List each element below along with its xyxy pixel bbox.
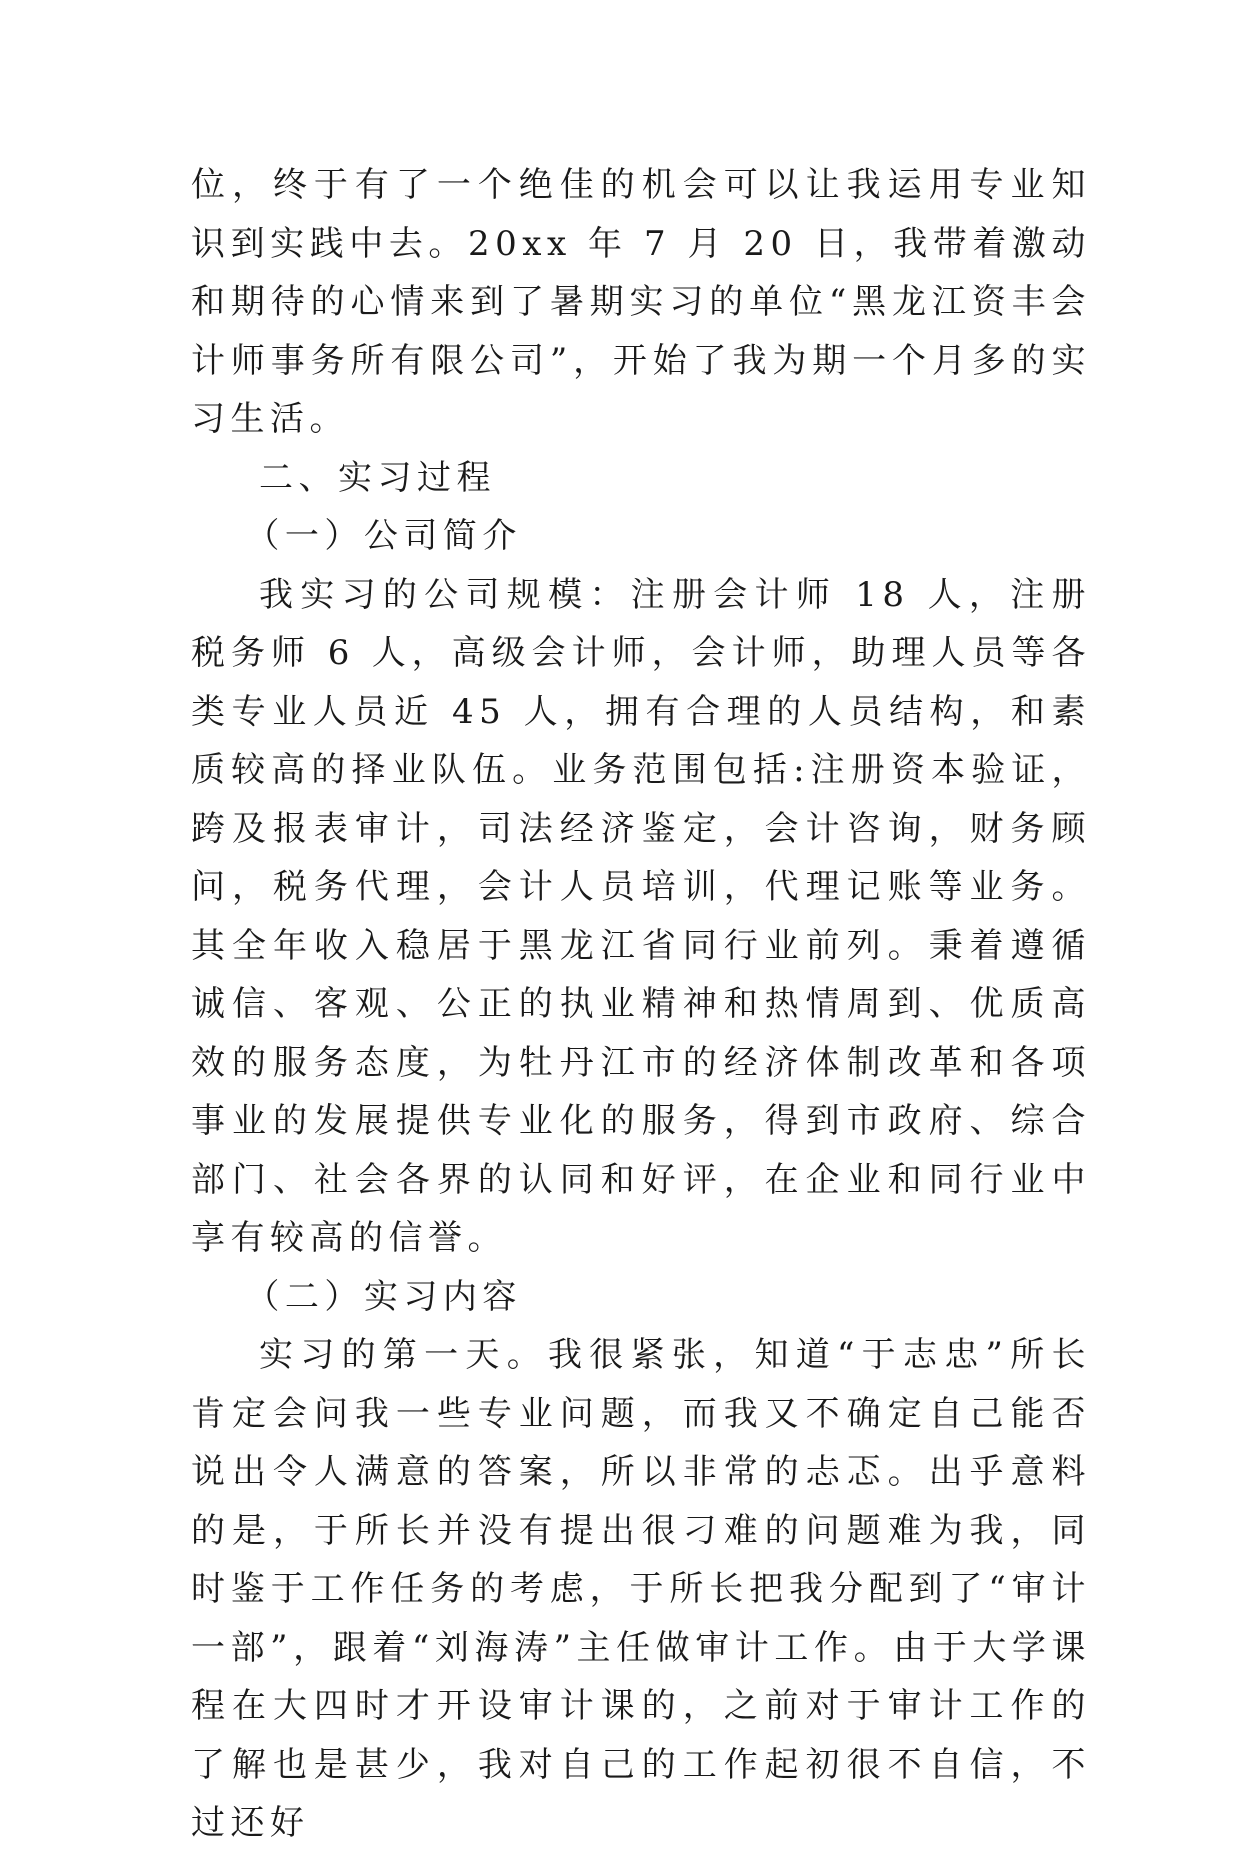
paragraph-intro-tail: 位，终于有了一个绝佳的机会可以让我运用专业知识到实践中去。20xx 年 7 月 20 日，我带着激动和期待的心情来到了暑期实习的单位“黑龙江资丰会计师事务所有限公司”，开始了我为期一个月多的实习生活。 — [191, 165, 1091, 439]
document-body — [191, 156, 1091, 1853]
section-heading-internship-process: 二、实习过程 — [259, 457, 496, 498]
paragraph-internship-content: 实习的第一天。我很紧张，知道“于志忠”所长肯定会问我一些专业问题，而我又不确定自己能否说出令人满意的答案，所以非常的忐忑。出乎意料的是，于所长并没有提出很刁难的问题难为我，同时鉴于工作任务的考虑，于所长把我分配到了“审计一部”，跟着“刘海涛”主任做审计工作。由于大学课程在大四时才开设审计课的，之前对于审计工作的了解也是甚少，我对自己的工作起初很不自信，不过还好 — [191, 1335, 1091, 1843]
subsection-heading-company-profile: （一）公司简介 — [245, 516, 522, 556]
paragraph-company-profile: 我实习的公司规模：注册会计师 18 人，注册税务师 6 人，高级会计师，会计师，助理人员等各类专业人员近 45 人，拥有合理的人员结构，和素质较高的择业队伍。业务范围包括:注册资本验证，跨及报表审计，司法经济鉴定，会计咨询，财务顾问，税务代理，会计人员培训，代理记账等业务。其全年收入稳居于黑龙江省同行业前列。秉着遵循诚信、客观、公正的执业精神和热情周到、优质高效的服务态度，为牡丹江市的经济体制改革和各项事业的发展提供专业化的服务，得到市政府、综合部门、社会各界的认同和好评，在企业和同行业中享有较高的信誉。 — [191, 574, 1091, 1258]
subsection-heading-internship-content: （二）实习内容 — [245, 1276, 522, 1317]
